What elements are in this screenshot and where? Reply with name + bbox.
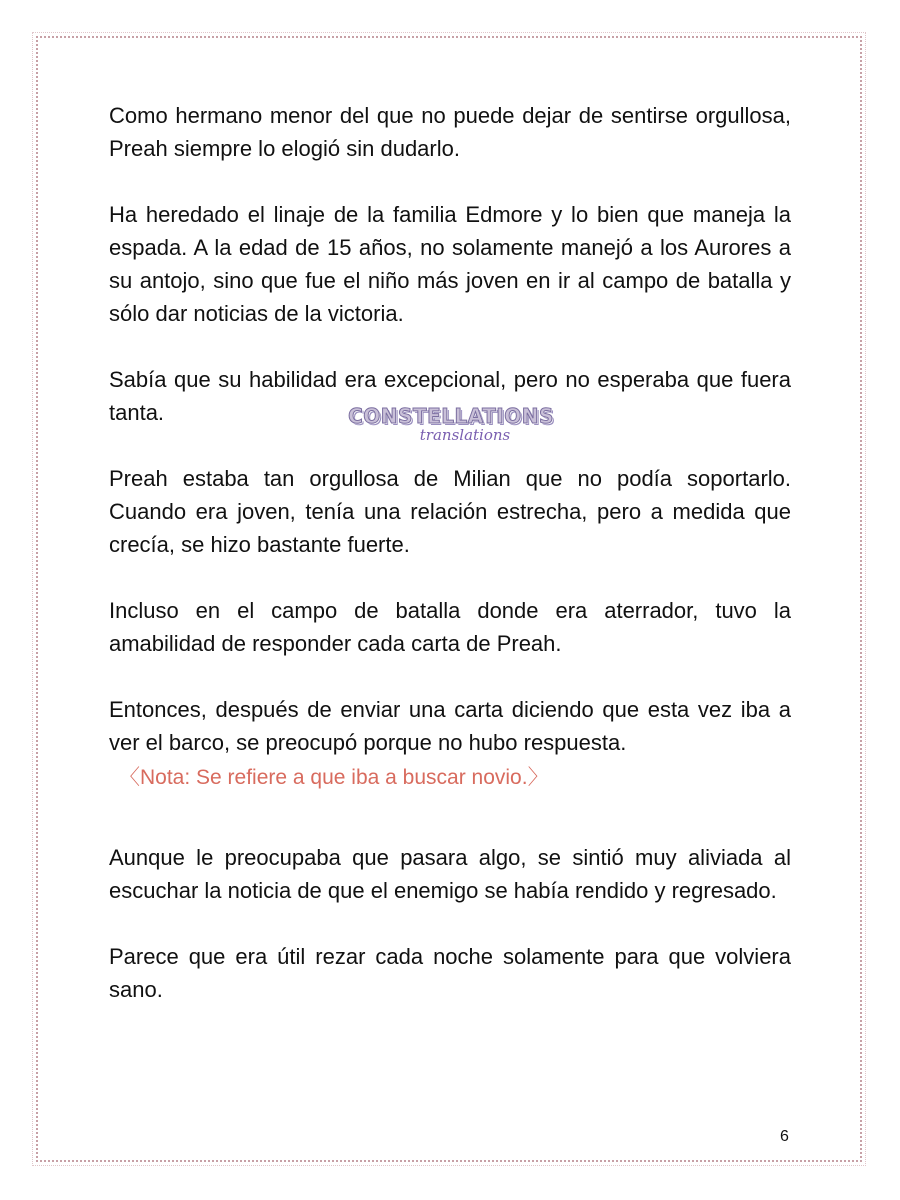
paragraph: Aunque le preocupaba que pasara algo, se sintió muy aliviada al escuchar la noticia de que el enemigo se había rendido y regresado. [109, 845, 791, 903]
watermark-title: CONSTELLATIONS [348, 404, 554, 428]
paragraph: Ha heredado el linaje de la familia Edmore y lo bien que maneja la espada. A la edad de 15 años, no solamente manejó a los Aurores a su antojo, sino que fue el niño más joven en ir al campo de batalla y sólo dar noticias de la victoria. [109, 202, 791, 326]
paragraph: Preah estaba tan orgullosa de Milian que no podía soportarlo. Cuando era joven, tenía una relación estrecha, pero a medida que crecía, se hizo bastante fuerte. [109, 466, 791, 557]
paragraph: Sabía que su habilidad era excepcional, pero no esperaba que fuera tanta. [109, 367, 791, 425]
page-number: 6 [780, 1128, 789, 1145]
watermark-logo [344, 404, 558, 458]
paragraph: Incluso en el campo de batalla donde era aterrador, tuvo la amabilidad de responder cada carta de Preah. [109, 598, 791, 656]
paragraph: Parece que era útil rezar cada noche solamente para que volviera sano. [109, 944, 791, 1002]
translator-note: 〈Nota: Se refiere a que iba a buscar novio.〉 [119, 766, 549, 789]
paragraph: Entonces, después de enviar una carta diciendo que esta vez iba a ver el barco, se preocupó porque no hubo respuesta. [109, 697, 791, 755]
paragraph: Como hermano menor del que no puede dejar de sentirse orgullosa, Preah siempre lo elogió sin dudarlo. [109, 103, 791, 161]
watermark-subtitle: translations [419, 426, 511, 444]
document-body [109, 99, 791, 1039]
